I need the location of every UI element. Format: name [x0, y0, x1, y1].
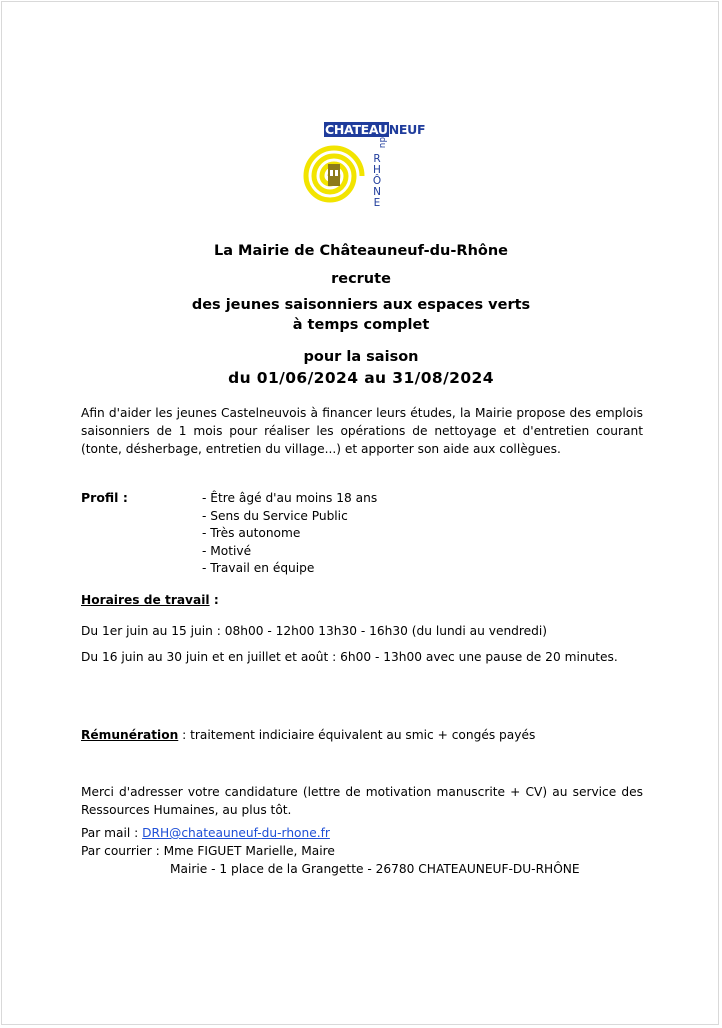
spiral-emblem-icon: [300, 136, 370, 216]
header-line-4: à temps complet: [292, 317, 430, 333]
logo-du: du: [377, 137, 387, 149]
courrier-line: Par courrier : Mme FIGUET Marielle, Maire: [81, 844, 335, 858]
profil-item: - Motivé: [202, 543, 252, 558]
email-link[interactable]: DRH@chateauneuf-du-rhone.fr: [142, 826, 330, 840]
courrier-address: Mairie - 1 place de la Grangette - 26780 CHATEAUNEUF-DU-RHÔNE: [170, 862, 580, 876]
horaires-line-2: Du 16 juin au 30 juin et en juillet et août : 6h00 - 13h00 avec une pause de 20 minutes.: [81, 650, 618, 664]
chateauneuf-logo: [300, 118, 426, 218]
profil-item: - Sens du Service Public: [202, 508, 348, 523]
mail-line: Par mail : DRH@chateauneuf-du-rhone.fr: [81, 826, 330, 840]
profil-label: Profil :: [81, 490, 128, 505]
remuneration-line: Rémunération : traitement indiciaire équivalent au smic + congés payés: [81, 728, 536, 742]
header-line-3: des jeunes saisonniers aux espaces verts: [191, 297, 531, 313]
horaires-line-1: Du 1er juin au 15 juin : 08h00 - 12h00 13h30 - 16h30 (du lundi au vendredi): [81, 624, 548, 638]
header-line-5: pour la saison: [303, 349, 419, 365]
header-line-2: recrute: [331, 271, 391, 287]
contact-intro: Merci d'adresser votre candidature (lettre de motivation manuscrite + CV) au service des Ressources Humaines, au plus tôt.: [81, 785, 643, 817]
profil-item: - Très autonome: [202, 526, 301, 540]
profil-item: - Travail en équipe: [202, 561, 315, 575]
horaires-heading: Horaires de travail :: [81, 593, 219, 607]
logo-wordmark: CHATEAUNEUF: [325, 122, 426, 137]
intro-paragraph: Afin d'aider les jeunes Castelneuvois à financer leurs études, la Mairie propose des emplois saisonniers de 1 mois pour réaliser les opérations de nettoyage et d'entretien courant (tonte, désherbage, entretien du village...) et apporter son aide aux collègues.: [81, 406, 643, 456]
header-line-1: La Mairie de Châteauneuf-du-Rhône: [213, 243, 509, 259]
profil-item: - Être âgé d'au moins 18 ans: [202, 491, 378, 505]
logo-rhone: RHÔNE: [372, 153, 382, 209]
header-dates: du 01/06/2024 au 31/08/2024: [228, 369, 494, 387]
profil-list: [202, 490, 377, 578]
